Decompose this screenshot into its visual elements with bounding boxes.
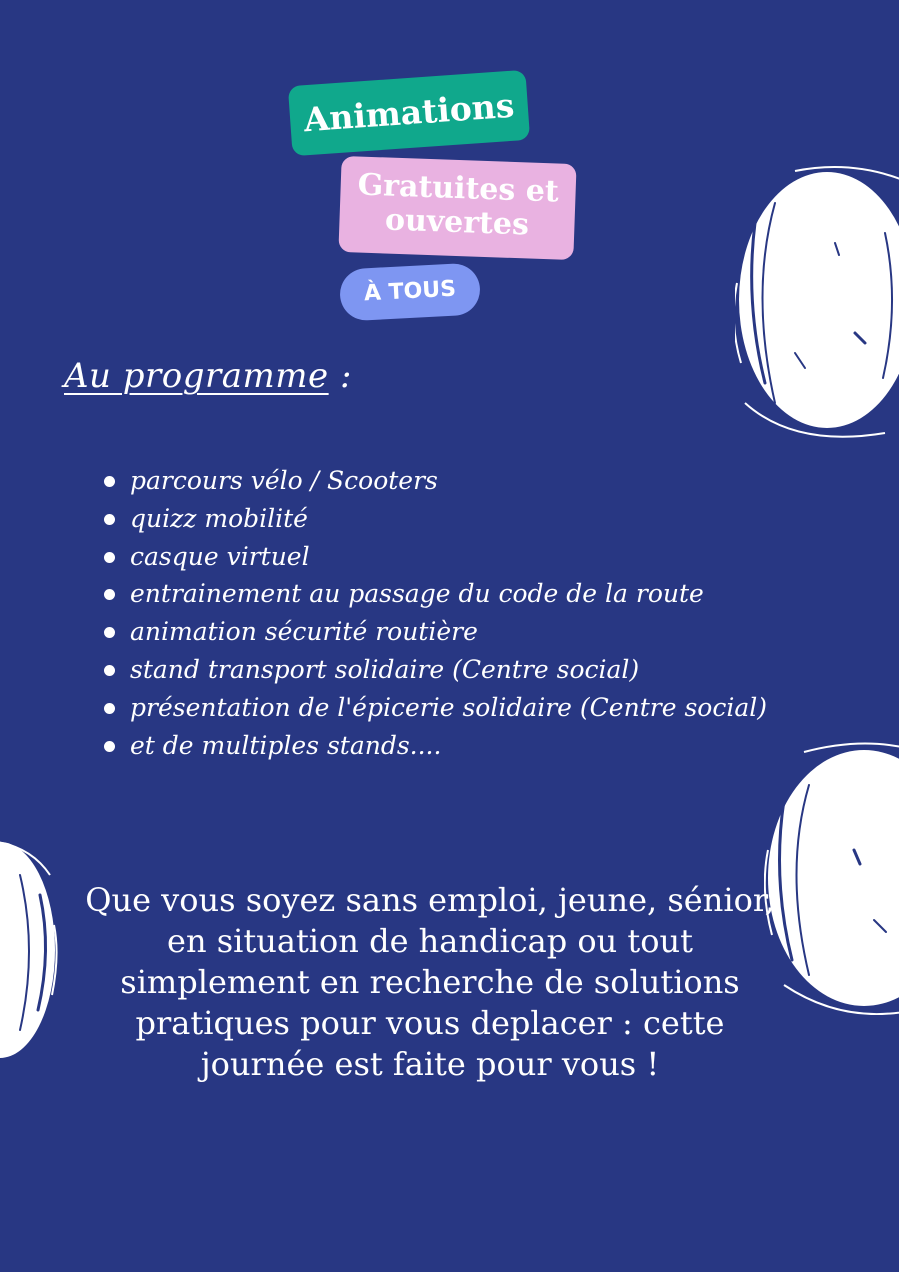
programme-heading-colon: :	[328, 356, 352, 396]
list-item-text: parcours vélo / Scooters	[130, 466, 438, 495]
bullet-icon	[104, 589, 115, 600]
list-item-text: animation sécurité routière	[130, 617, 478, 647]
list-item-text: casque virtuel	[130, 541, 310, 571]
bullet-icon	[104, 627, 115, 638]
for-everyone-tag-label: À TOUS	[363, 276, 457, 307]
list-item	[100, 613, 767, 651]
list-item-text: quizz mobilité	[130, 503, 308, 533]
bullet-icon	[104, 741, 115, 752]
programme-heading	[64, 356, 352, 396]
audience-line: journée est faite pour vous !	[200, 1045, 660, 1083]
audience-paragraph	[60, 880, 800, 1085]
list-item	[100, 538, 767, 576]
audience-line: en situation de handicap ou tout	[167, 922, 693, 960]
bullet-icon	[104, 476, 115, 487]
bullet-icon	[104, 703, 115, 714]
free-open-tag-line-1: Gratuites et	[357, 167, 560, 210]
bullet-icon	[104, 665, 115, 676]
programme-heading-text: Au programme	[64, 356, 329, 396]
list-item-text: présentation de l'épicerie solidaire (Centre social)	[130, 692, 767, 722]
bullet-icon	[104, 514, 115, 525]
audience-line: Que vous soyez sans emploi, jeune, sénior,	[85, 881, 775, 919]
free-open-tag	[338, 156, 576, 260]
list-item-text: et de multiples stands....	[130, 730, 442, 760]
list-item	[100, 462, 767, 500]
list-item	[100, 575, 767, 613]
list-item	[100, 689, 767, 727]
programme-list	[100, 462, 767, 764]
brush-circle-decoration	[735, 163, 899, 438]
list-item	[100, 651, 767, 689]
animations-tag	[288, 70, 530, 156]
animations-tag-label: Animations	[302, 85, 516, 140]
free-open-tag-line-2: ouvertes	[384, 202, 530, 243]
audience-line: simplement en recherche de solutions	[120, 963, 740, 1001]
bullet-icon	[104, 552, 115, 563]
brush-circle-decoration	[0, 835, 60, 1065]
list-item-text: stand transport solidaire (Centre social)	[130, 654, 640, 684]
list-item	[100, 727, 767, 765]
audience-line: pratiques pour vous deplacer : cette	[135, 1004, 725, 1042]
list-item-text: entrainement au passage du code de la route	[130, 579, 704, 609]
for-everyone-tag	[339, 262, 482, 321]
list-item	[100, 500, 767, 538]
